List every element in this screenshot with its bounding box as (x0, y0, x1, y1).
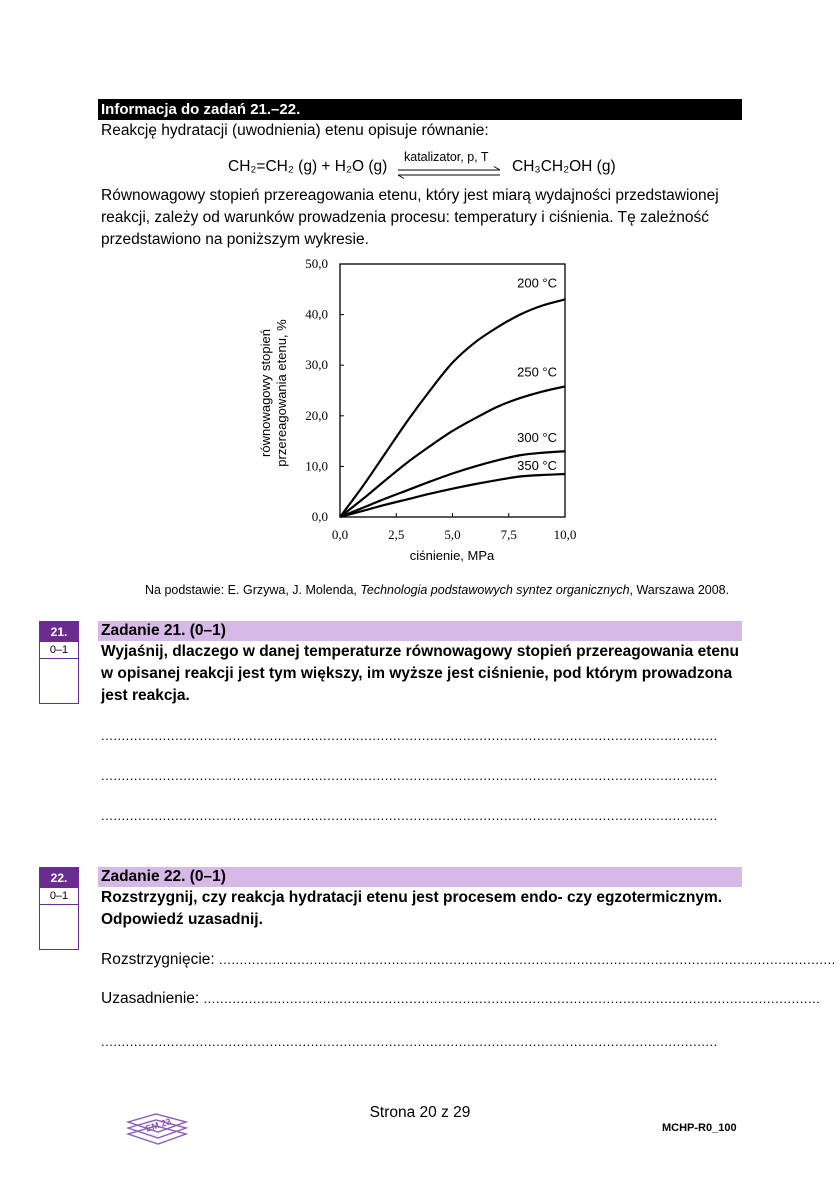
info-header: Informacja do zadań 21.–22. (98, 99, 742, 120)
x-axis-label: ciśnienie, MPa (409, 548, 495, 563)
task21-title: Zadanie 21. (0–1) (98, 621, 742, 641)
series-label-0: 200 °C (517, 275, 557, 291)
task21-points: 0–1 (40, 642, 78, 659)
series-label-2: 300 °C (517, 430, 557, 446)
series-label-3: 350 °C (517, 457, 557, 473)
task21-number: 21. (40, 622, 78, 642)
source-book-title: Technologia podstawowych syntez organicznych (360, 583, 630, 597)
series-label-1: 250 °C (517, 364, 557, 380)
task22-points: 0–1 (40, 888, 78, 905)
x-tick-label: 2,5 (388, 527, 405, 542)
equation-right: CH₃CH₂OH (g) (512, 158, 616, 175)
task22-justification-row[interactable] (101, 990, 821, 1008)
y-axis-label-line2: przereagowania etenu, % (274, 319, 289, 467)
source-citation: Na podstawie: E. Grzywa, J. Molenda, Technologia podstawowych syntez organicznych, Warszawa 2008. (145, 583, 730, 597)
series-line-3 (340, 474, 565, 517)
info-intro: Reakcję hydratacji (uwodnienia) etenu opisuje równanie: (101, 122, 489, 139)
page-number: Strona 20 z 29 (369, 1104, 471, 1121)
justification-answer-line[interactable]: ...................................................................................................................................................... (203, 991, 821, 1006)
x-tick-label: 10,0 (553, 527, 577, 542)
task22-answer-line-extra[interactable]: ...................................................................................................................................................... (101, 1034, 718, 1049)
task22-decision-row[interactable] (101, 951, 836, 969)
equilibrium-chart (0, 0, 840, 580)
task22-title: Zadanie 22. (0–1) (98, 867, 742, 887)
y-tick-label: 50,0 (305, 256, 328, 271)
task21-answer-line-1[interactable]: ...................................................................................................................................................... (101, 728, 718, 743)
series-line-0 (340, 299, 565, 517)
info-description: Równowagowy stopień przereagowania etenu, który jest miarą wydajności przedstawionej reakcji, zależy od warunków prowadzenia procesu: temperatury i ciśnienia. Tę zależność przedstawiono na poniższym wykresie. (101, 187, 719, 248)
decision-answer-line[interactable]: ...................................................................................................................................................... (219, 952, 836, 967)
task22-number: 22. (40, 868, 78, 888)
y-tick-label: 0,0 (311, 509, 328, 524)
logo-text: EM 23 (144, 1116, 173, 1134)
plot-frame (340, 264, 565, 517)
equation-left: CH₂=CH₂ (g) + H₂O (g) (228, 158, 388, 175)
task21-text: Wyjaśnij, dlaczego w danej temperaturze równowagowy stopień przereagowania etenu w opisanej reakcji jest tym większy, im wyższe jest ciśnienie, pod którym prowadzona jest reakcja. (101, 643, 739, 704)
y-tick-label: 40,0 (305, 306, 328, 322)
y-axis-label-line1: równowagowy stopień (258, 329, 273, 457)
series-line-1 (340, 386, 565, 517)
y-tick-label: 20,0 (305, 407, 328, 423)
task21-answer-line-3[interactable]: ...................................................................................................................................................... (101, 808, 718, 823)
y-axis-label (258, 319, 289, 467)
task22-score-box (39, 867, 79, 950)
x-tick-label: 7,5 (500, 527, 517, 542)
y-tick-label: 30,0 (305, 357, 328, 373)
equation-catalyst: katalizator, p, T (404, 150, 489, 164)
task22-text: Rozstrzygnij, czy reakcja hydratacji etenu jest procesem endo- czy egzotermicznym. Odpowiedź uzasadnij. (101, 889, 723, 928)
y-tick-label: 10,0 (305, 458, 328, 474)
exam-code: MCHP-R0_100 (662, 1122, 737, 1134)
decision-label: Rozstrzygnięcie: (101, 951, 220, 968)
task21-answer-line-2[interactable]: ...................................................................................................................................................... (101, 768, 718, 783)
x-tick-label: 0,0 (331, 527, 349, 542)
x-tick-label: 5,0 (444, 527, 461, 542)
task21-score-box (39, 621, 79, 704)
justification-label: Uzasadnienie: (101, 990, 204, 1007)
